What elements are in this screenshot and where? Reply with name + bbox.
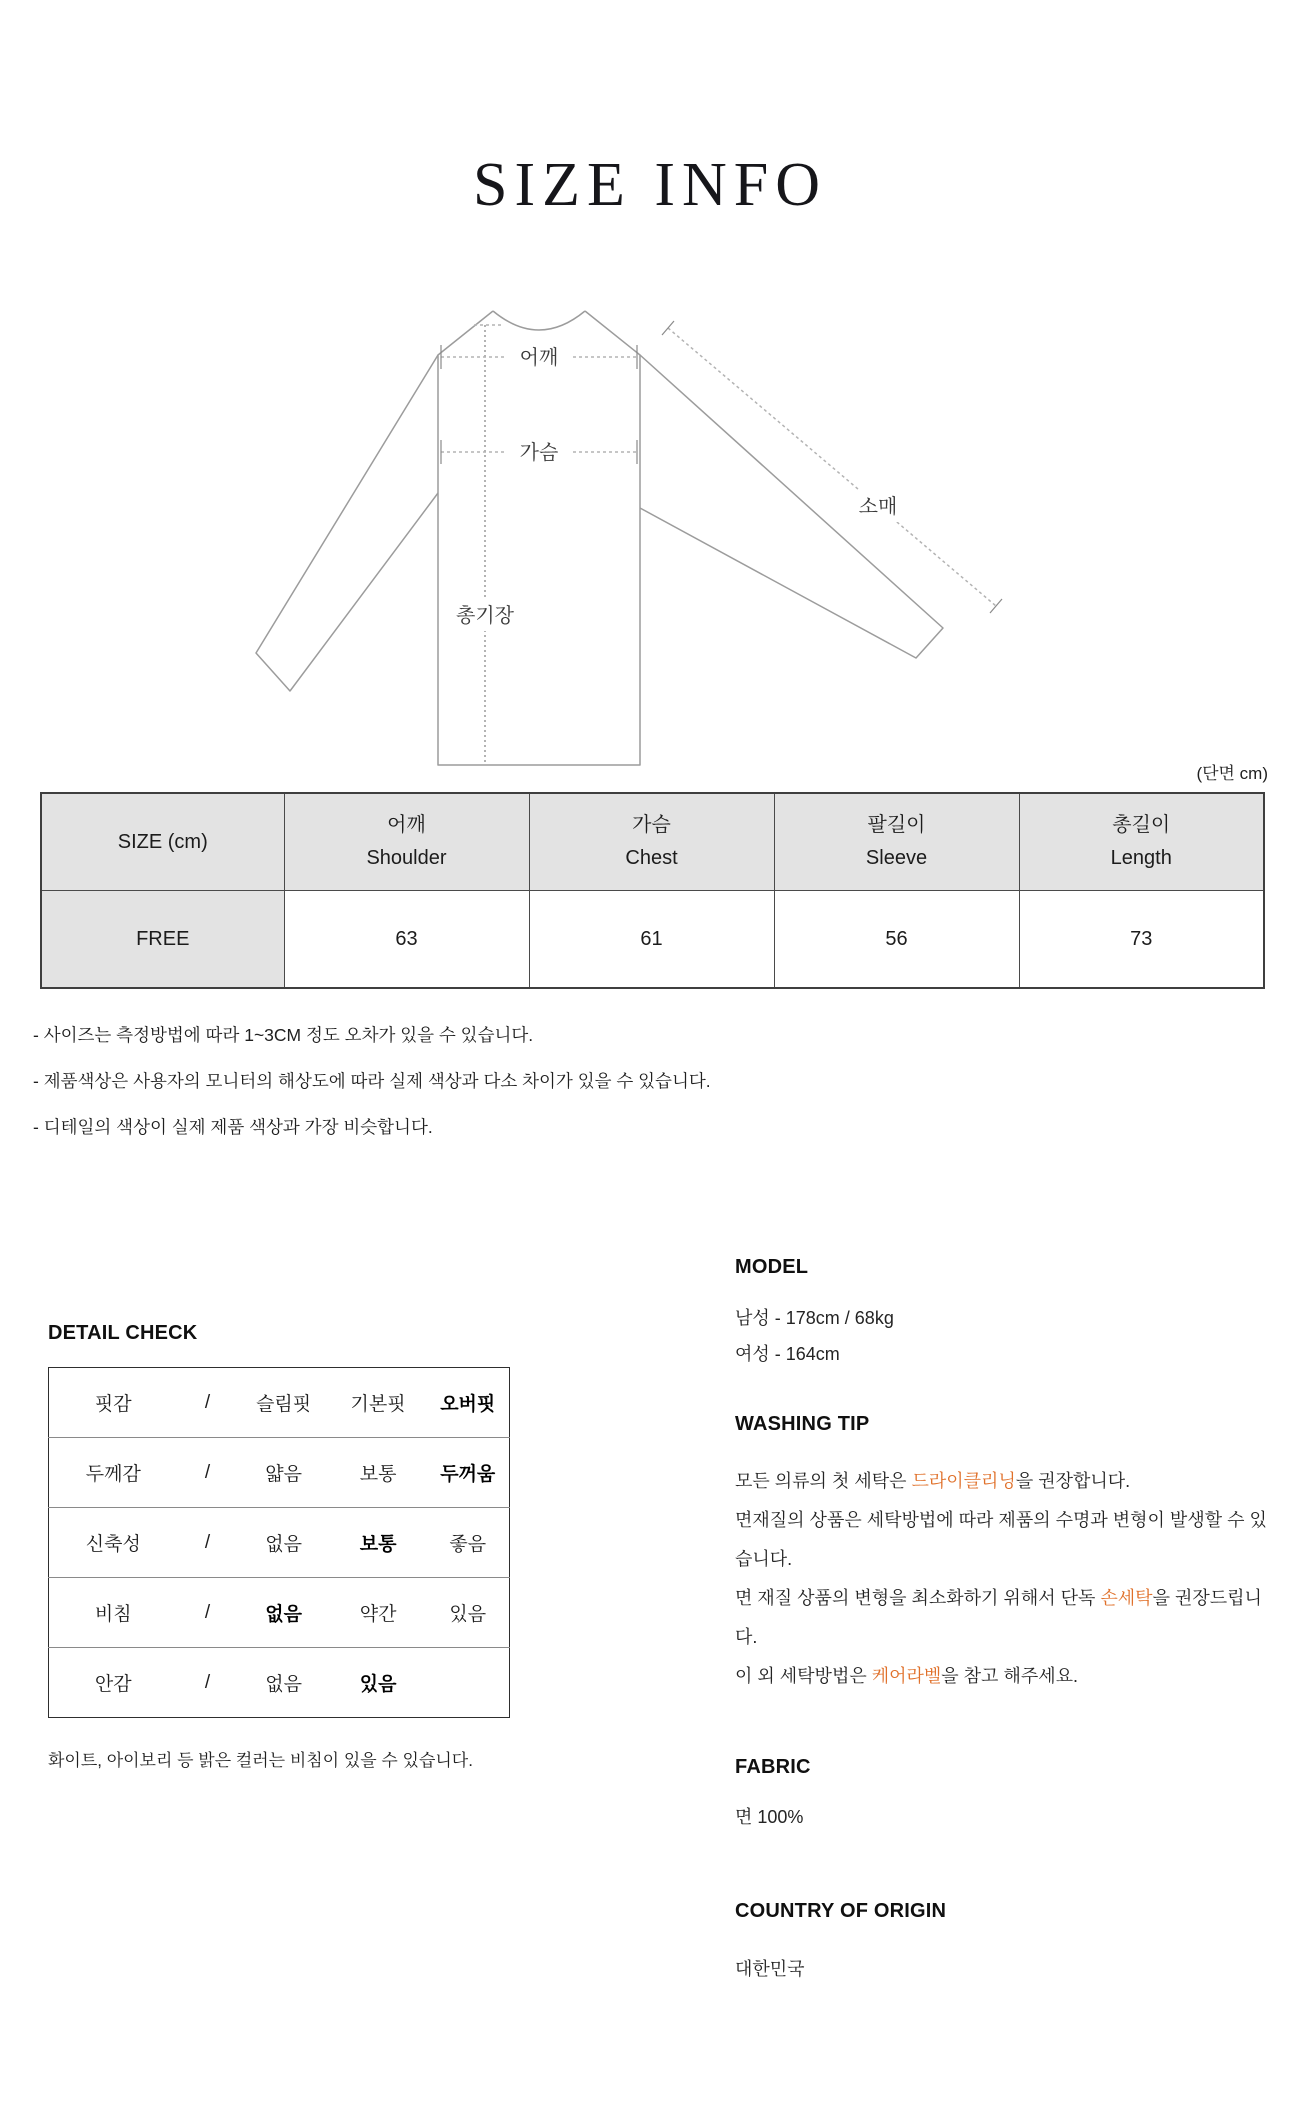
- detail-option: 없음: [238, 1508, 330, 1578]
- size-table-header-length: 총길이 Length: [1019, 793, 1264, 891]
- detail-option: 있음: [359, 1674, 397, 1695]
- detail-option: 슬림핏: [238, 1368, 330, 1438]
- detail-check-section: [48, 1322, 512, 1788]
- size-cell-length-value: 73: [1019, 891, 1264, 989]
- detail-label: 비침: [49, 1578, 178, 1648]
- washing-text: 을 권장드립니다.: [735, 1588, 1262, 1647]
- size-table: [40, 792, 1265, 989]
- detail-label: 핏감: [49, 1368, 178, 1438]
- detail-row-fit: [49, 1368, 510, 1438]
- washing-text: 이 외 세탁방법은: [735, 1666, 872, 1686]
- fabric-heading: FABRIC: [735, 1756, 811, 1778]
- washing-line: [735, 1501, 1280, 1579]
- detail-slash: /: [178, 1368, 238, 1438]
- detail-option: 없음: [265, 1674, 302, 1695]
- size-table-header-chest: 가슴 Chest: [529, 793, 774, 891]
- detail-option: 얇음: [238, 1438, 330, 1508]
- detail-row-stretch: [49, 1508, 510, 1578]
- detail-row-sheer: [49, 1578, 510, 1648]
- detail-label: 안감: [94, 1674, 132, 1695]
- washing-text: 면 재질 상품의 변형을 최소화하기 위해서 단독: [735, 1588, 1101, 1608]
- model-heading: MODEL: [735, 1256, 809, 1278]
- shirt-diagram: [238, 303, 1018, 773]
- detail-option: 약간: [330, 1578, 427, 1648]
- detail-option: 있음: [426, 1578, 509, 1648]
- washing-highlight: 드라이클리닝: [911, 1471, 1016, 1491]
- detail-option: 좋음: [426, 1508, 509, 1578]
- size-note-line: - 사이즈는 측정방법에 따라 1~3CM 정도 오차가 있을 수 있습니다.: [33, 1025, 534, 1045]
- diagram-sleeve-label: 소매: [858, 496, 898, 518]
- diagram-length-label: 총기장: [456, 605, 514, 627]
- detail-option: 없음: [238, 1578, 330, 1648]
- measure-lines: [441, 325, 996, 763]
- washing-line: [735, 1579, 1280, 1657]
- page-title: SIZE INFO: [472, 151, 828, 219]
- detail-slash: /: [204, 1671, 211, 1693]
- unit-note: (단면 cm): [1196, 764, 1268, 783]
- model-info: [735, 1305, 1280, 1367]
- washing-text: 을 참고 해주세요.: [941, 1666, 1078, 1686]
- sleeve-measure-line: [668, 328, 996, 606]
- detail-slash: /: [178, 1578, 238, 1648]
- fabric-value: 면 100%: [735, 1807, 804, 1827]
- origin-value: 대한민국: [735, 1959, 805, 1979]
- model-line-male: 남성 - 178cm / 68kg: [735, 1308, 894, 1328]
- left-sleeve: [256, 355, 438, 691]
- model-line-female: 여성 - 164cm: [735, 1344, 840, 1364]
- detail-check-note: 화이트, 아이보리 등 밝은 컬러는 비침이 있을 수 있습니다.: [48, 1751, 473, 1770]
- size-diagram: [238, 303, 1018, 773]
- origin-heading: COUNTRY OF ORIGIN: [735, 1900, 947, 1922]
- washing-tip-lines: [735, 1462, 1280, 1696]
- size-table-header-shoulder: 어깨 Shoulder: [284, 793, 529, 891]
- washing-highlight: 케어라벨: [871, 1666, 942, 1686]
- detail-row-lining: [49, 1648, 510, 1718]
- detail-option: 보통: [330, 1438, 427, 1508]
- washing-line: [735, 1462, 1280, 1501]
- washing-highlight: 손세탁: [1100, 1588, 1153, 1608]
- detail-check-heading: DETAIL CHECK: [48, 1322, 198, 1344]
- detail-option: 두꺼움: [426, 1438, 509, 1508]
- size-table-header-row: [41, 793, 1264, 891]
- size-notes: [33, 1023, 1300, 1139]
- detail-option: 오버핏: [426, 1368, 509, 1438]
- washing-line: [735, 1657, 1280, 1696]
- size-cell-sleeve-value: 56: [774, 891, 1019, 989]
- product-info-section: [735, 1256, 1280, 2000]
- size-table-data-row: [41, 891, 1264, 989]
- shirt-outline: [256, 311, 943, 765]
- size-cell-free: FREE: [41, 891, 284, 989]
- size-note-line: - 디테일의 색상이 실제 제품 색상과 가장 비슷합니다.: [33, 1117, 433, 1137]
- detail-slash: /: [178, 1508, 238, 1578]
- size-note-line: - 제품색상은 사용자의 모니터의 해상도에 따라 실제 색상과 다소 차이가 있을 수 있습니다.: [33, 1071, 711, 1091]
- diagram-chest-label: 가슴: [519, 442, 559, 464]
- washing-text: 모든 의류의 첫 세탁은: [735, 1471, 912, 1491]
- size-cell-chest-value: 61: [529, 891, 774, 989]
- detail-option: 보통: [330, 1508, 427, 1578]
- detail-label: 신축성: [49, 1508, 178, 1578]
- detail-row-thickness: [49, 1438, 510, 1508]
- detail-slash: /: [178, 1438, 238, 1508]
- detail-check-table: [48, 1367, 510, 1718]
- detail-label: 두께감: [49, 1438, 178, 1508]
- size-table-header-size: SIZE (cm): [41, 793, 284, 891]
- detail-option: [426, 1648, 509, 1718]
- neck-curve: [493, 311, 585, 330]
- washing-text: 을 권장합니다.: [1015, 1471, 1131, 1491]
- size-table-header-sleeve: 팔길이 Sleeve: [774, 793, 1019, 891]
- diagram-shoulder-label: 어깨: [519, 347, 559, 369]
- size-cell-shoulder-value: 63: [284, 891, 529, 989]
- washing-tip-heading: WASHING TIP: [735, 1413, 870, 1435]
- washing-text: 면재질의 상품은 세탁방법에 따라 제품의 수명과 변형이 발생할 수 있습니다.: [735, 1510, 1267, 1569]
- detail-option: 기본핏: [330, 1368, 427, 1438]
